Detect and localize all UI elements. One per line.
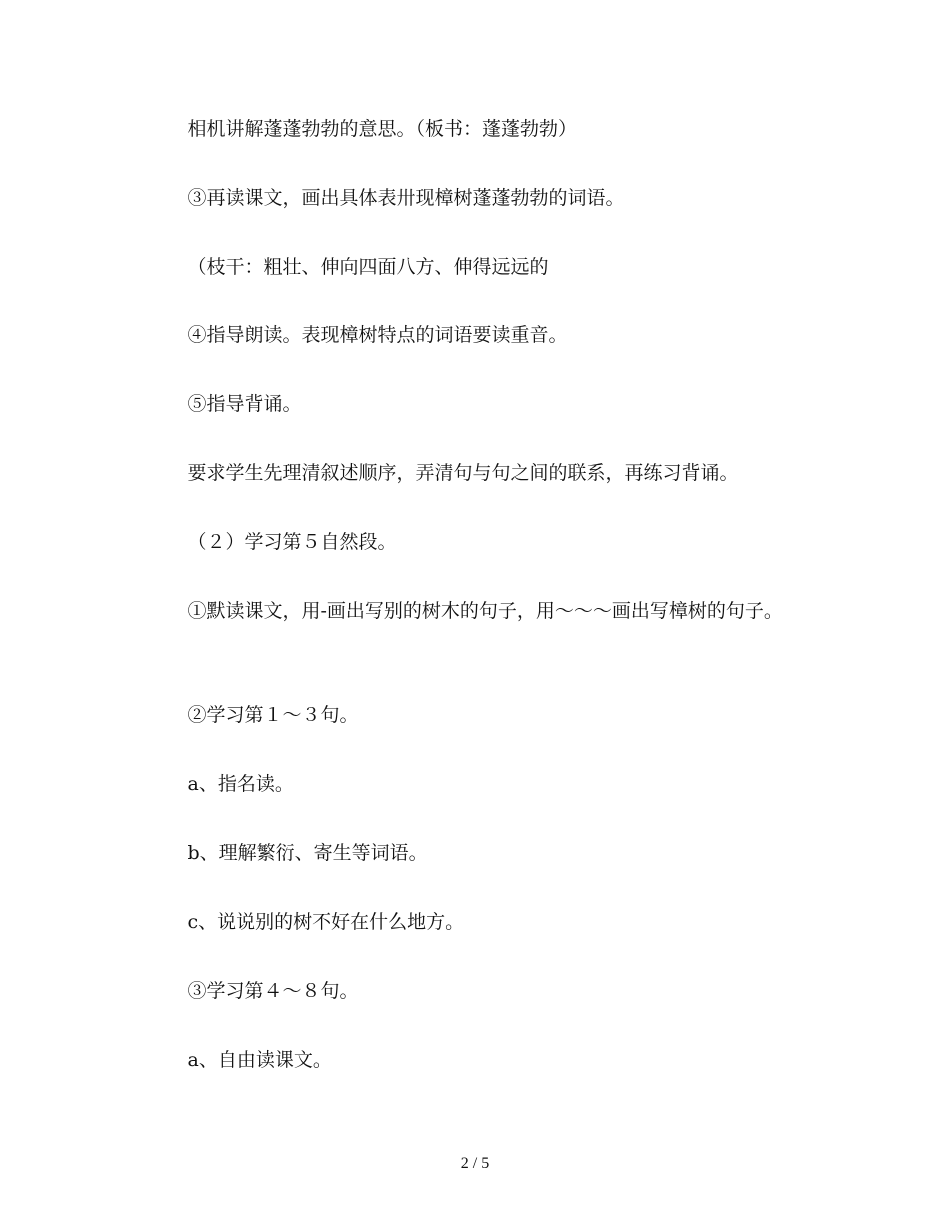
- paragraph-7: （２）学习第５自然段。: [187, 531, 397, 553]
- paragraph-13: ③学习第４～８句。: [187, 980, 359, 1002]
- paragraph-4: ④指导朗读。表现樟树特点的词语要读重音。: [187, 324, 568, 346]
- paragraph-12: c、说说别的树不好在什么地方。: [187, 911, 465, 933]
- paragraph-5: ⑤指导背诵。: [187, 393, 302, 415]
- page-number: 2 / 5: [460, 1155, 490, 1172]
- paragraph-8: ①默读课文，用-画出写别的树木的句子，用～～～画出写樟树的句子。: [187, 600, 783, 622]
- paragraph-14: a、自由读课文。: [187, 1049, 332, 1071]
- paragraph-2: ③再读课文，画出具体表卅现樟树蓬蓬勃勃的词语。: [187, 187, 625, 209]
- paragraph-3: （枝干：粗壮、伸向四面八方、伸得远远的: [187, 256, 549, 278]
- paragraph-9: ②学习第１～３句。: [187, 704, 359, 726]
- paragraph-10: a、指名读。: [187, 773, 294, 795]
- paragraph-1: 相机讲解蓬蓬勃勃的意思。（板书：蓬蓬勃勃）: [187, 118, 578, 140]
- paragraph-6: 要求学生先理清叙述顺序，弄清句与句之间的联系，再练习背诵。: [187, 462, 739, 484]
- paragraph-11: b、理解繁衍、寄生等词语。: [187, 842, 428, 864]
